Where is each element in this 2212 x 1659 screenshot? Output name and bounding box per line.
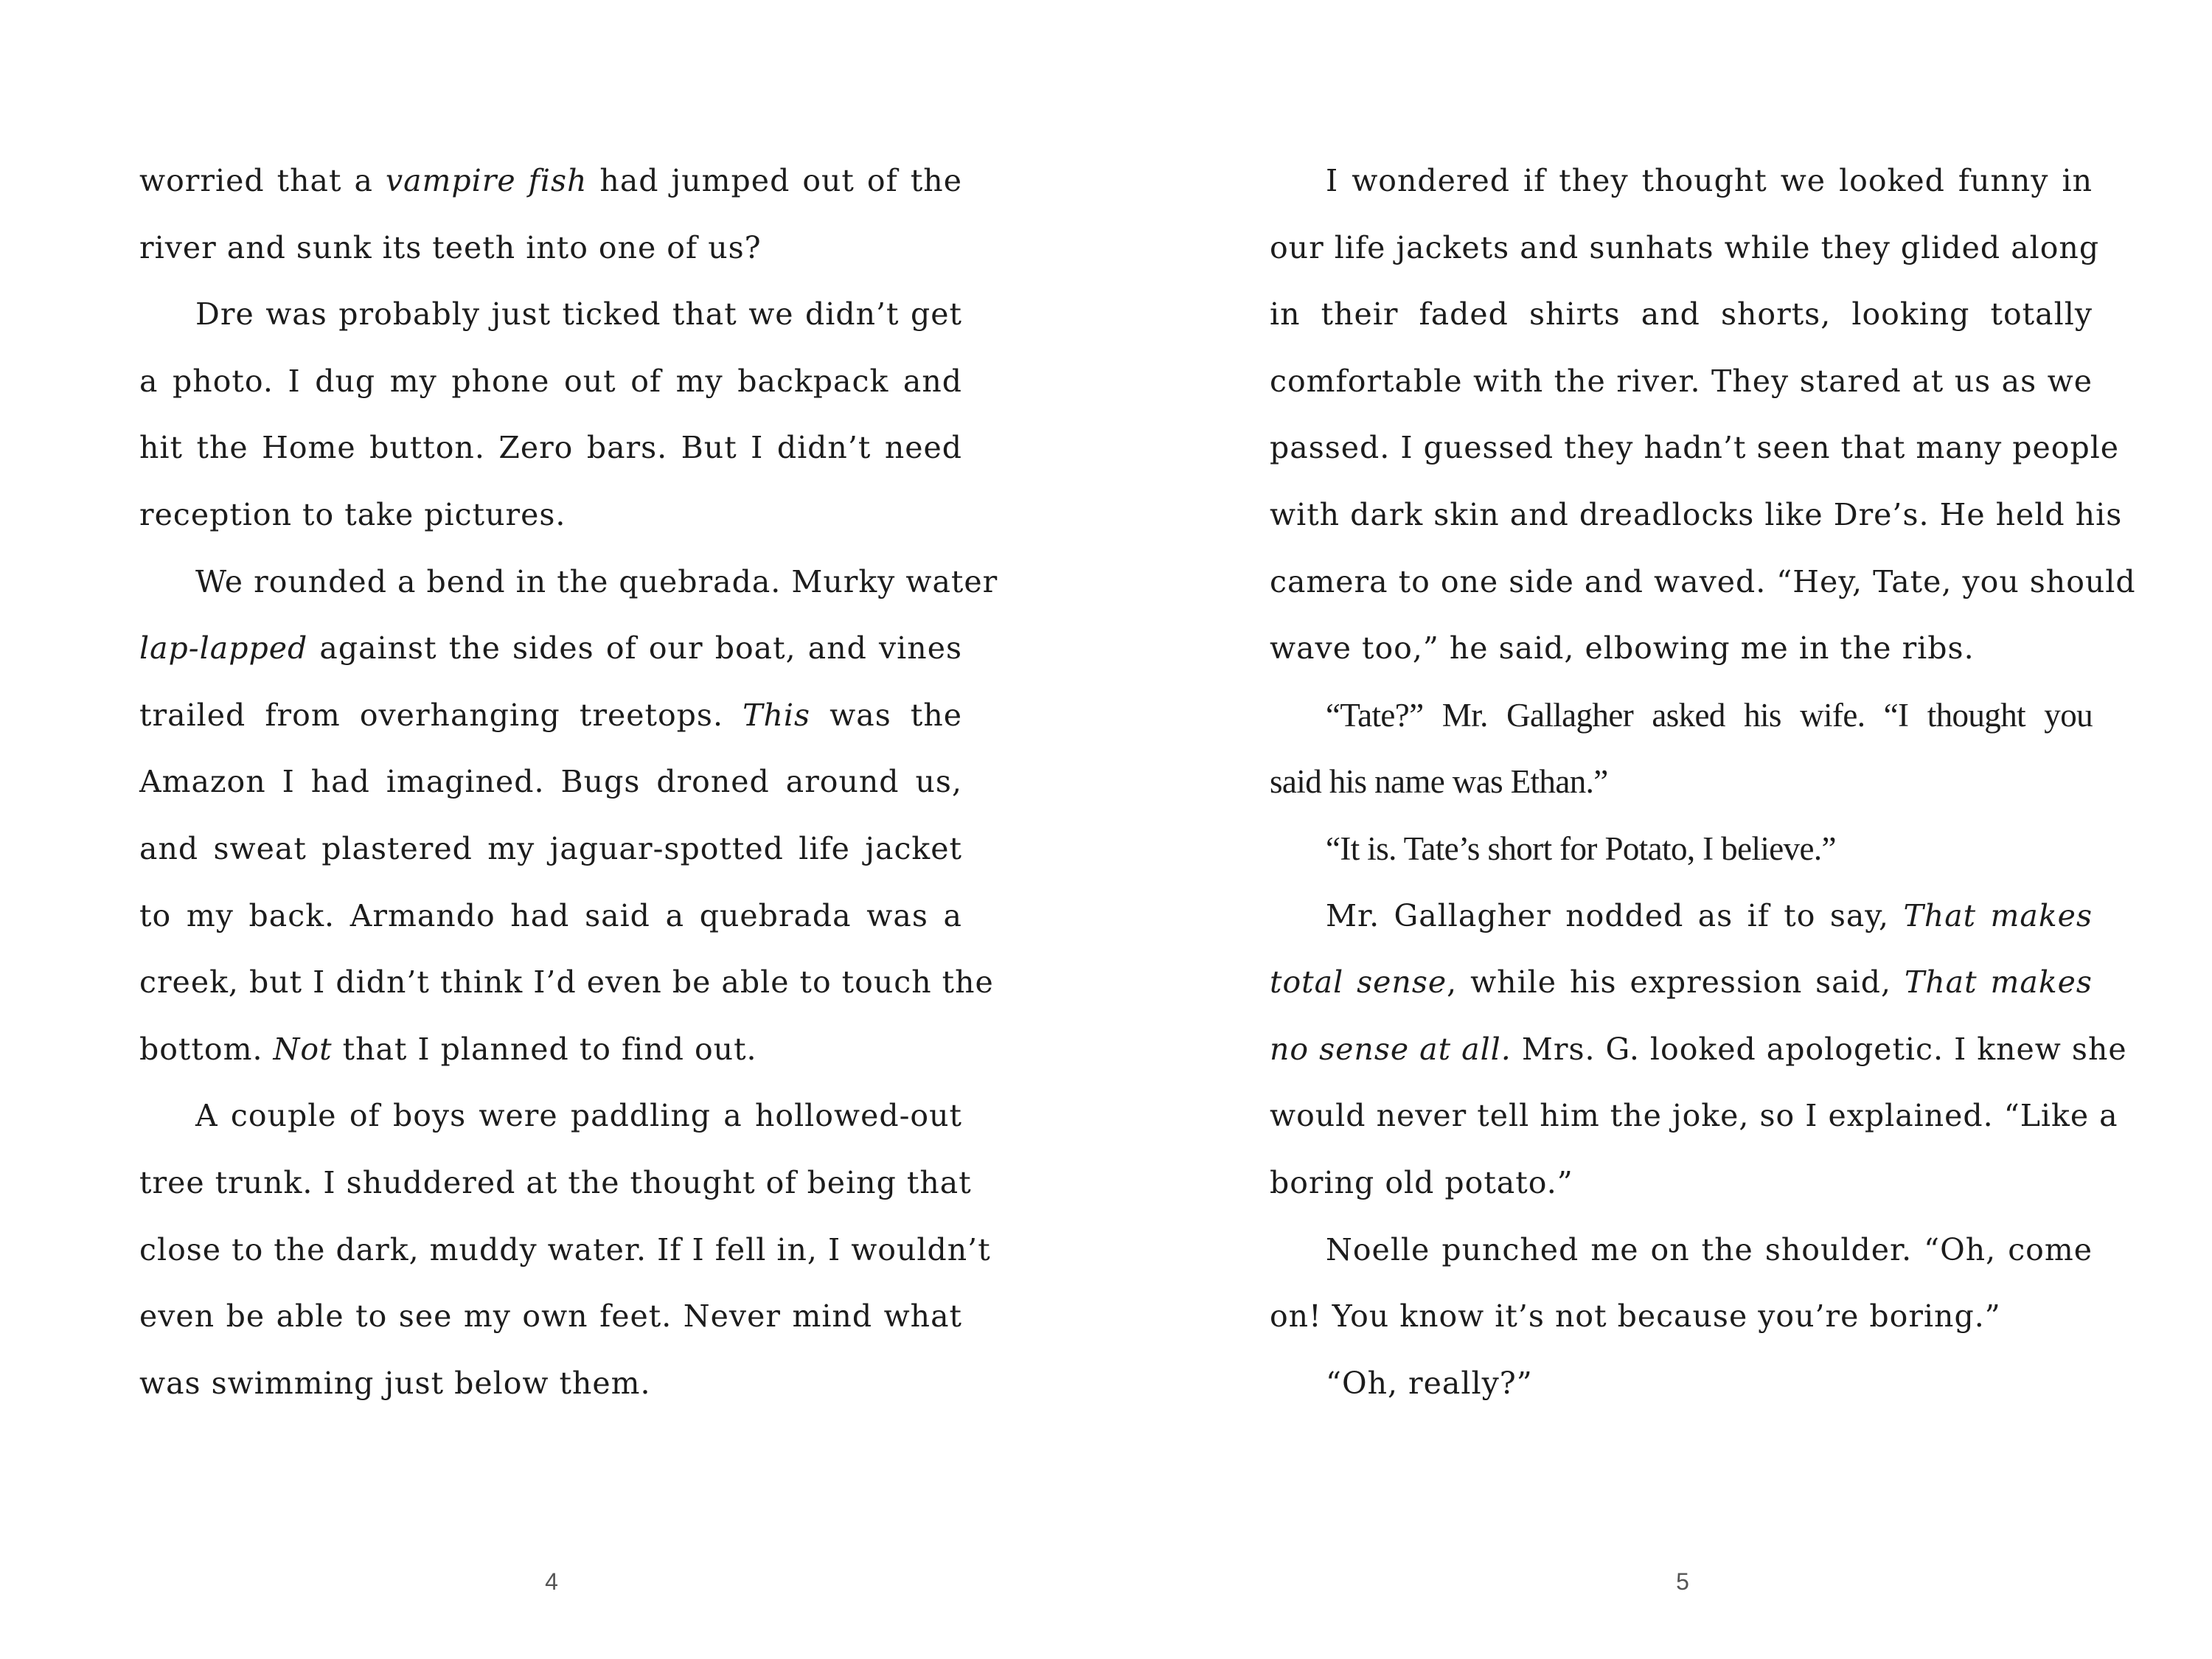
text-run: “Oh, really?”	[1326, 1365, 1533, 1401]
text-line	[139, 1016, 962, 1083]
text-run: a photo. I dug my phone out of my backpack and	[139, 363, 962, 399]
text-line	[1270, 348, 2093, 415]
text-run: had jumped out of the	[587, 163, 962, 198]
text-run: , while his expression said,	[1447, 964, 1905, 1001]
text-run: We rounded a bend in the quebrada. Murky water	[195, 563, 998, 599]
text-line	[1270, 1217, 2093, 1284]
text-run: against the sides of our boat, and vines	[307, 630, 962, 667]
text-run: said his name was Ethan.”	[1270, 763, 1608, 801]
text-line	[139, 883, 962, 950]
text-line	[139, 1150, 972, 1217]
text-line	[1270, 1350, 2093, 1417]
text-run: worried that a	[139, 163, 386, 198]
text-line	[139, 748, 962, 815]
text-line	[139, 348, 962, 415]
text-run: to my back. Armando had said a quebrada was a	[139, 897, 962, 933]
text-run: river and sunk its teeth into one of us?	[139, 229, 762, 265]
text-run: even be able to see my own feet. Never mind what	[139, 1298, 962, 1335]
text-run: would never tell him the joke, so I explained. “Like a	[1270, 1098, 2118, 1134]
text-line	[1270, 615, 2093, 682]
italic-text: no sense at all.	[1270, 1031, 1512, 1067]
text-line	[1270, 1283, 2093, 1350]
text-run: comfortable with the river. They stared at us as we	[1270, 363, 2093, 399]
text-line	[1270, 1082, 2118, 1150]
text-line	[139, 1082, 962, 1150]
text-run: Mrs. G. looked apologetic. I knew she	[1511, 1031, 2127, 1067]
page-number-right: 5	[1676, 1568, 1689, 1595]
text-run: wave too,” he said, elbowing me in the ribs.	[1270, 630, 1975, 667]
text-run: tree trunk. I shuddered at the thought of being that	[139, 1164, 972, 1200]
italic-text: This	[742, 697, 811, 733]
text-run: bottom.	[139, 1031, 274, 1067]
text-run: that I planned to find out.	[332, 1031, 757, 1067]
text-run: Dre was probably just ticked that we didn’t get	[195, 296, 962, 333]
text-run: “Tate?” Mr. Gallagher asked his wife. “I thought you	[1326, 696, 2093, 734]
text-run: close to the dark, muddy water. If I fell in, I wouldn’t	[139, 1231, 991, 1267]
text-run: reception to take pictures.	[139, 496, 566, 532]
text-line	[139, 414, 962, 481]
italic-text: vampire fish	[385, 163, 588, 198]
text-line	[1270, 1150, 2093, 1217]
text-line	[1270, 883, 2093, 950]
italic-text: total sense	[1270, 964, 1447, 1001]
text-line	[1270, 815, 2093, 883]
text-line	[139, 481, 962, 549]
text-run: Amazon I had imagined. Bugs droned around us,	[139, 764, 962, 800]
text-line	[1270, 147, 2093, 215]
italic-text: That makes	[1903, 897, 2093, 933]
text-run: with dark skin and dreadlocks like Dre’s. He held his	[1270, 496, 2123, 532]
italic-text: Not	[273, 1031, 333, 1067]
right-page-text	[1270, 147, 2136, 1416]
text-line	[1270, 481, 2123, 549]
text-line	[1270, 748, 2093, 815]
text-line	[139, 1350, 962, 1417]
text-run: passed. I guessed they hadn’t seen that many people	[1270, 430, 2120, 466]
text-line	[139, 815, 962, 883]
text-run: and sweat plastered my jaguar-spotted life jacket	[139, 830, 962, 866]
text-line	[1270, 549, 2136, 616]
text-run: Noelle punched me on the shoulder. “Oh, come	[1326, 1231, 2093, 1267]
text-run: creek, but I didn’t think I’d even be able to touch the	[139, 964, 994, 1001]
text-line	[1270, 414, 2120, 481]
text-line	[139, 615, 962, 682]
text-run: A couple of boys were paddling a hollowed-out	[195, 1098, 962, 1134]
italic-text: That makes	[1904, 964, 2093, 1001]
text-run: our life jackets and sunhats while they glided along	[1270, 229, 2100, 265]
text-line	[139, 281, 962, 348]
text-line	[139, 549, 998, 616]
text-line	[139, 1283, 962, 1350]
text-line	[1270, 281, 2093, 348]
text-run: was swimming just below them.	[139, 1365, 651, 1401]
left-page-text	[139, 147, 998, 1416]
text-run: “It is. Tate’s short for Potato, I believe.”	[1326, 830, 1836, 867]
text-run: trailed from overhanging treetops.	[139, 697, 743, 733]
text-run: on! You know it’s not because you’re boring.”	[1270, 1298, 2001, 1335]
text-run: hit the Home button. Zero bars. But I didn’t need	[139, 430, 962, 466]
text-run: was the	[810, 697, 962, 733]
text-line	[1270, 215, 2100, 282]
text-line	[1270, 949, 2093, 1016]
text-run: camera to one side and waved. “Hey, Tate, you should	[1270, 563, 2136, 599]
text-line	[139, 215, 962, 282]
text-run: in their faded shirts and shorts, looking totally	[1270, 296, 2093, 333]
right-page	[1106, 0, 2212, 1659]
text-line	[139, 949, 994, 1016]
text-run: boring old potato.”	[1270, 1164, 1573, 1200]
text-run: I wondered if they thought we looked funny in	[1326, 163, 2093, 198]
text-run: Mr. Gallagher nodded as if to say,	[1326, 897, 1904, 933]
text-line	[1270, 1016, 2127, 1083]
text-line	[139, 1217, 991, 1284]
text-line	[139, 682, 962, 749]
italic-text: lap-lapped	[139, 630, 308, 667]
page-number-left: 4	[545, 1568, 558, 1595]
text-line	[1270, 682, 2093, 749]
text-line	[139, 147, 962, 215]
